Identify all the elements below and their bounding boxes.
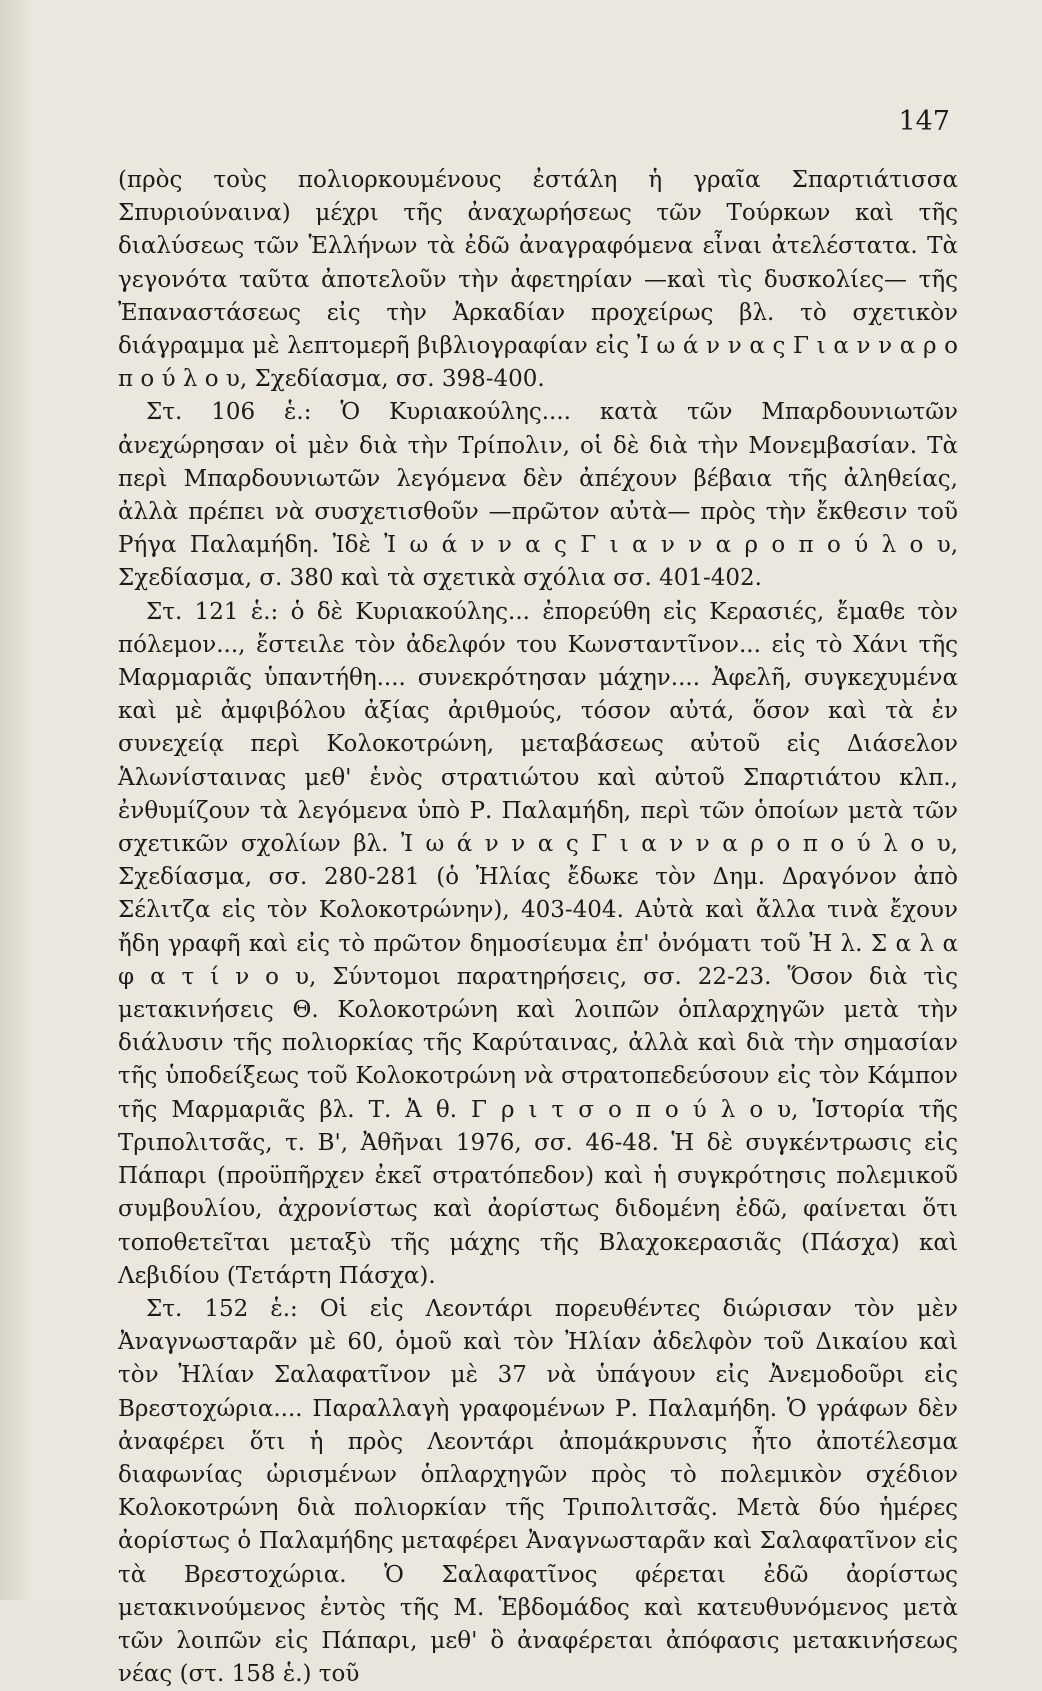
- page-number: 147: [898, 106, 950, 137]
- paragraph-3-note-121: Στ. 121 ἑ.: ὁ δὲ Κυριακούλης... ἐπορεύθη εἰς Κερασιές, ἔμαθε τὸν πόλεμον..., ἔστειλε τὸν ἀδελφόν του Κωνσταντῖνον... εἰς τὸ Χάνι τῆς Μαρμαριᾶς ὑπαντήθη.... συνεκρότησαν μάχην.... Ἀφελῆ, συγκεχυμένα καὶ μὲ ἀμφιβόλου ἀξίας ἀριθμούς, τόσον αὐτά, ὅσον καὶ τὰ ἐν συνεχείᾳ περὶ Κολοκοτρώνη, μεταβάσεως αὐτοῦ εἰς Διάσελον Ἁλωνίσταινας μεθ' ἑνὸς στρατιώτου καὶ αὐτοῦ Σπαρτιάτου κλπ., ἐνθυμίζουν τὰ λεγόμενα ὑπὸ Ρ. Παλαμήδη, περὶ τῶν ὁποίων μετὰ τῶν σχετικῶν σχολίων βλ. Ἰ ω ά ν ν α ς Γ ι α ν ν α ρ ο π ο ύ λ ο υ, Σχεδίασμα, σσ. 280-281 (ὁ Ἠλίας ἔδωκε τὸν Δημ. Δραγόνον ἀπὸ Σέλιτζα εἰς τὸν Κολοκοτρώνην), 403-404. Αὐτὰ καὶ ἄλλα τινὰ ἔχουν ἤδη γραφῆ καὶ εἰς τὸ πρῶτον δημοσίευμα ἐπ' ὀνόματι τοῦ Ἠ λ. Σ α λ α φ α τ ί ν ο υ, Σύντομοι παρατηρήσεις, σσ. 22-23. Ὅσον διὰ τὶς μετακινήσεις Θ. Κολοκοτρώνη καὶ λοιπῶν ὁπλαρχηγῶν μετὰ τὴν διάλυσιν τῆς πολιορκίας τῆς Καρύταινας, ἀλλὰ καὶ διὰ τὴν σημασίαν τῆς ὑποδείξεως τοῦ Κολοκοτρώνη νὰ στρατοπεδεύσουν εἰς τὸν Κάμπον τῆς Μαρμαριᾶς βλ. Τ. Ἀ θ. Γ ρ ι τ σ ο π ο ύ λ ο υ, Ἱστορία τῆς Τριπολιτσᾶς, τ. Β', Ἀθῆναι 1976, σσ. 46-48. Ἡ δὲ συγκέντρωσις εἰς Πάπαρι (προϋπῆρχεν ἐκεῖ στρατόπεδον) καὶ ἡ συγκρότησις πολεμικοῦ συμβουλίου, ἀχρονίστως καὶ ἀορίστως διδομένη ἐδῶ, φαίνεται ὅτι τοποθετεῖται μεταξὺ τῆς μάχης τῆς Βλαχοκερασιᾶς (Πάσχα) καὶ Λεβιδίου (Τετάρτη Πάσχα).: [118, 598, 958, 1289]
- paragraph-2-note-106: Στ. 106 ἑ.: Ὁ Κυριακούλης.... κατὰ τῶν Μπαρδουνιωτῶν ἀνεχώρησαν οἱ μὲν διὰ τὴν Τρίπολιν, οἱ δὲ διὰ τὴν Μονεμβασίαν. Τὰ περὶ Μπαρδουνιωτῶν λεγόμενα δὲν ἀπέχουν βέβαια τῆς ἀληθείας, ἀλλὰ πρέπει νὰ συσχετισθοῦν —πρῶτον αὐτὰ— πρὸς τὴν ἔκθεσιν τοῦ Ρήγα Παλαμήδη. Ἰδὲ Ἰ ω ά ν ν α ς Γ ι α ν ν α ρ ο π ο ύ λ ο υ, Σχεδίασμα, σ. 380 καὶ τὰ σχετικὰ σχόλια σσ. 401-402.: [118, 399, 958, 592]
- page-gutter-shadow: [0, 0, 34, 1600]
- paragraph-4-note-152: Στ. 152 ἑ.: Οἱ εἰς Λεοντάρι πορευθέντες διώρισαν τὸν μὲν Ἀναγνωσταρᾶν μὲ 60, ὁμοῦ καὶ τὸν Ἠλίαν ἀδελφὸν τοῦ Δικαίου καὶ τὸν Ἠλίαν Σαλαφατῖνον μὲ 37 νὰ ὑπάγουν εἰς Ἀνεμοδοῦρι εἰς Βρεστοχώρια.... Παραλλαγὴ γραφομένων Ρ. Παλαμήδη. Ὁ γράφων δὲν ἀναφέρει ὅτι ἡ πρὸς Λεοντάρι ἀπομάκρυνσις ἦτο ἀποτέλεσμα διαφωνίας ὡρισμένων ὁπλαρχηγῶν πρὸς τὸ πολεμικὸν σχέδιον Κολοκοτρώνη διὰ πολιορκίαν τῆς Τριπολιτσᾶς. Μετὰ δύο ἡμέρες ἀορίστως ὁ Παλαμήδης μεταφέρει Ἀναγνωσταρᾶν καὶ Σαλαφατῖνον εἰς τὰ Βρεστοχώρια. Ὁ Σαλαφατῖνος φέρεται ἐδῶ ἀορίστως μετακινούμενος ἐντὸς τῆς Μ. Ἑβδομάδος καὶ κατευθυνόμενος μετὰ τῶν λοιπῶν εἰς Πάπαρι, μεθ' ὃ ἀναφέρεται ἀπόφασις μετακινήσεως νέας (στ. 158 ἑ.) τοῦ: [118, 1295, 958, 1688]
- body-text: [118, 164, 958, 1691]
- paragraph-1: (πρὸς τοὺς πολιορκουμένους ἐστάλη ἡ γραῖα Σπαρτιάτισσα Σπυριούναινα) μέχρι τῆς ἀναχωρήσεως τῶν Τούρκων καὶ τῆς διαλύσεως τῶν Ἑλλήνων τὰ ἐδῶ ἀναγραφόμενα εἶναι ἀτελέστατα. Τὰ γεγονότα ταῦτα ἀποτελοῦν τὴν ἀφετηρίαν —καὶ τὶς δυσκολίες— τῆς Ἐπαναστάσεως εἰς τὴν Ἀρκαδίαν προχείρως βλ. τὸ σχετικὸν διάγραμμα μὲ λεπτομερῆ βιβλιογραφίαν εἰς Ἰ ω ά ν ν α ς Γ ι α ν ν α ρ ο π ο ύ λ ο υ, Σχεδίασμα, σσ. 398-400.: [118, 167, 958, 393]
